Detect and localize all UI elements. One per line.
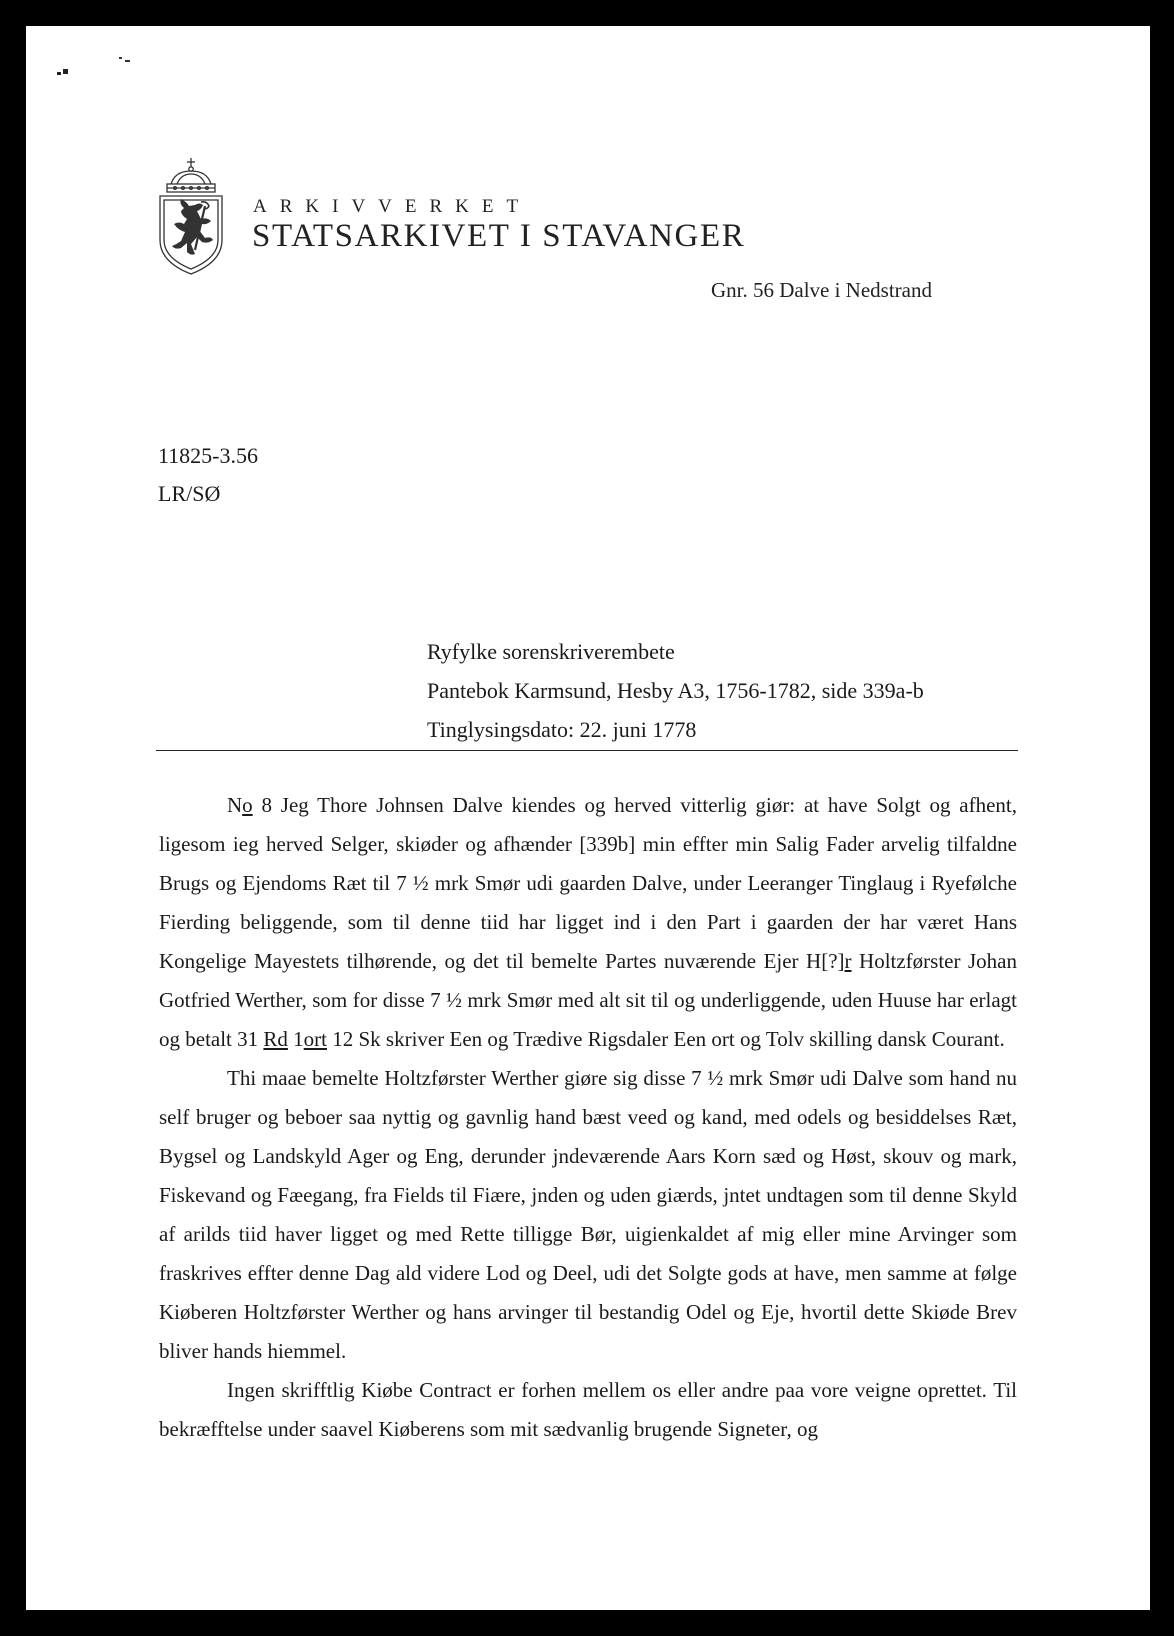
source-block: [427, 632, 924, 749]
text-run: 12 Sk skriver Een og Trædive Rigsdaler Een ort og Tolv skilling dansk Courant.: [327, 1027, 1005, 1051]
source-book: Pantebok Karmsund, Hesby A3, 1756-1782, side 339a-b: [427, 678, 924, 703]
text-run: Holtzførster Johan Gotfried Werther, som for disse 7 ½ mrk Smør med alt sit til og underliggende, uden Huuse har erlagt og betalt 31: [159, 949, 1017, 1051]
office-name: STATSARKIVET I STAVANGER: [252, 218, 746, 254]
registration-date: Tinglysingsdato: 22. juni 1778: [427, 717, 697, 742]
agency-name: ARKIVVERKET: [253, 196, 532, 217]
text-run: N: [227, 793, 243, 817]
transcription-body: [159, 786, 1017, 1449]
reference-block: [158, 437, 258, 513]
norwegian-coat-of-arms-icon: [157, 158, 225, 276]
paragraph-3: Ingen skrifftlig Kiøbe Contract er forhen mellem os eller andre paa vore veigne oprettet. Til bekræfftelse under saavel Kiøberens som mit sædvanlig brugende Signeter, og: [159, 1378, 1017, 1441]
underlined-text: Rd: [263, 1027, 288, 1051]
paragraph-2: Thi maae bemelte Holtzførster Werther giøre sig disse 7 ½ mrk Smør udi Dalve som hand nu self bruger og beboer saa nyttig og gavnlig hand bæst veed og kand, med odels og besiddelses Ræt, Bygsel og Landskyld Ager og Eng, derunder jndeværende Aars Korn sæd og Høst, skouv og mark, Fiskevand og Fæegang, fra Fields til Fiære, jnden og uden giærds, jntet undtagen som til denne Skyld af arilds tiid haver ligget og med Rette tilligge Bør, uigienkaldet af mig eller mine Arvinger som fraskrives effter denne Dag ald videre Lod og Deel, udi det Solgte gods at have, men samme at følge Kiøberen Holtzførster Werther og hans arvinger til bestandig Odel og Eje, hvortil dette Skiøde Brev bliver hands hiemmel.: [159, 1066, 1017, 1363]
underlined-text: o: [242, 793, 253, 817]
paragraph-1: [159, 786, 1017, 1059]
case-number: 11825-3.56: [158, 443, 259, 468]
scan-specks: [55, 55, 145, 85]
underlined-text: ort: [303, 1027, 327, 1051]
source-office: Ryfylke sorenskriverembete: [427, 639, 675, 664]
text-run: 8 Jeg Thore Johnsen Dalve kiendes og herved vitterlig giør: at have Solgt og afhent, ligesom ieg herved Selger, skiøder og afhænder [339b] min effter min Salig Fader arvelig tilfaldne Brugs og Ejendoms Ræt til 7 ½ mrk Smør udi gaarden Dalve, under Leeranger Tinglaug i Ryefølche Fierding beliggende, som til denne tiid har ligget ind i den Part i gaarden der har været Hans Kongelige Mayestets tilhørende, og det til bemelte Partes nuværende Ejer H[?]: [159, 793, 1017, 973]
property-title: Gnr. 56 Dalve i Nedstrand: [710, 278, 932, 302]
horizontal-divider: [156, 750, 1018, 751]
text-run: 1: [287, 1027, 304, 1051]
underlined-text: r: [844, 949, 852, 973]
initials: LR/SØ: [158, 481, 221, 506]
